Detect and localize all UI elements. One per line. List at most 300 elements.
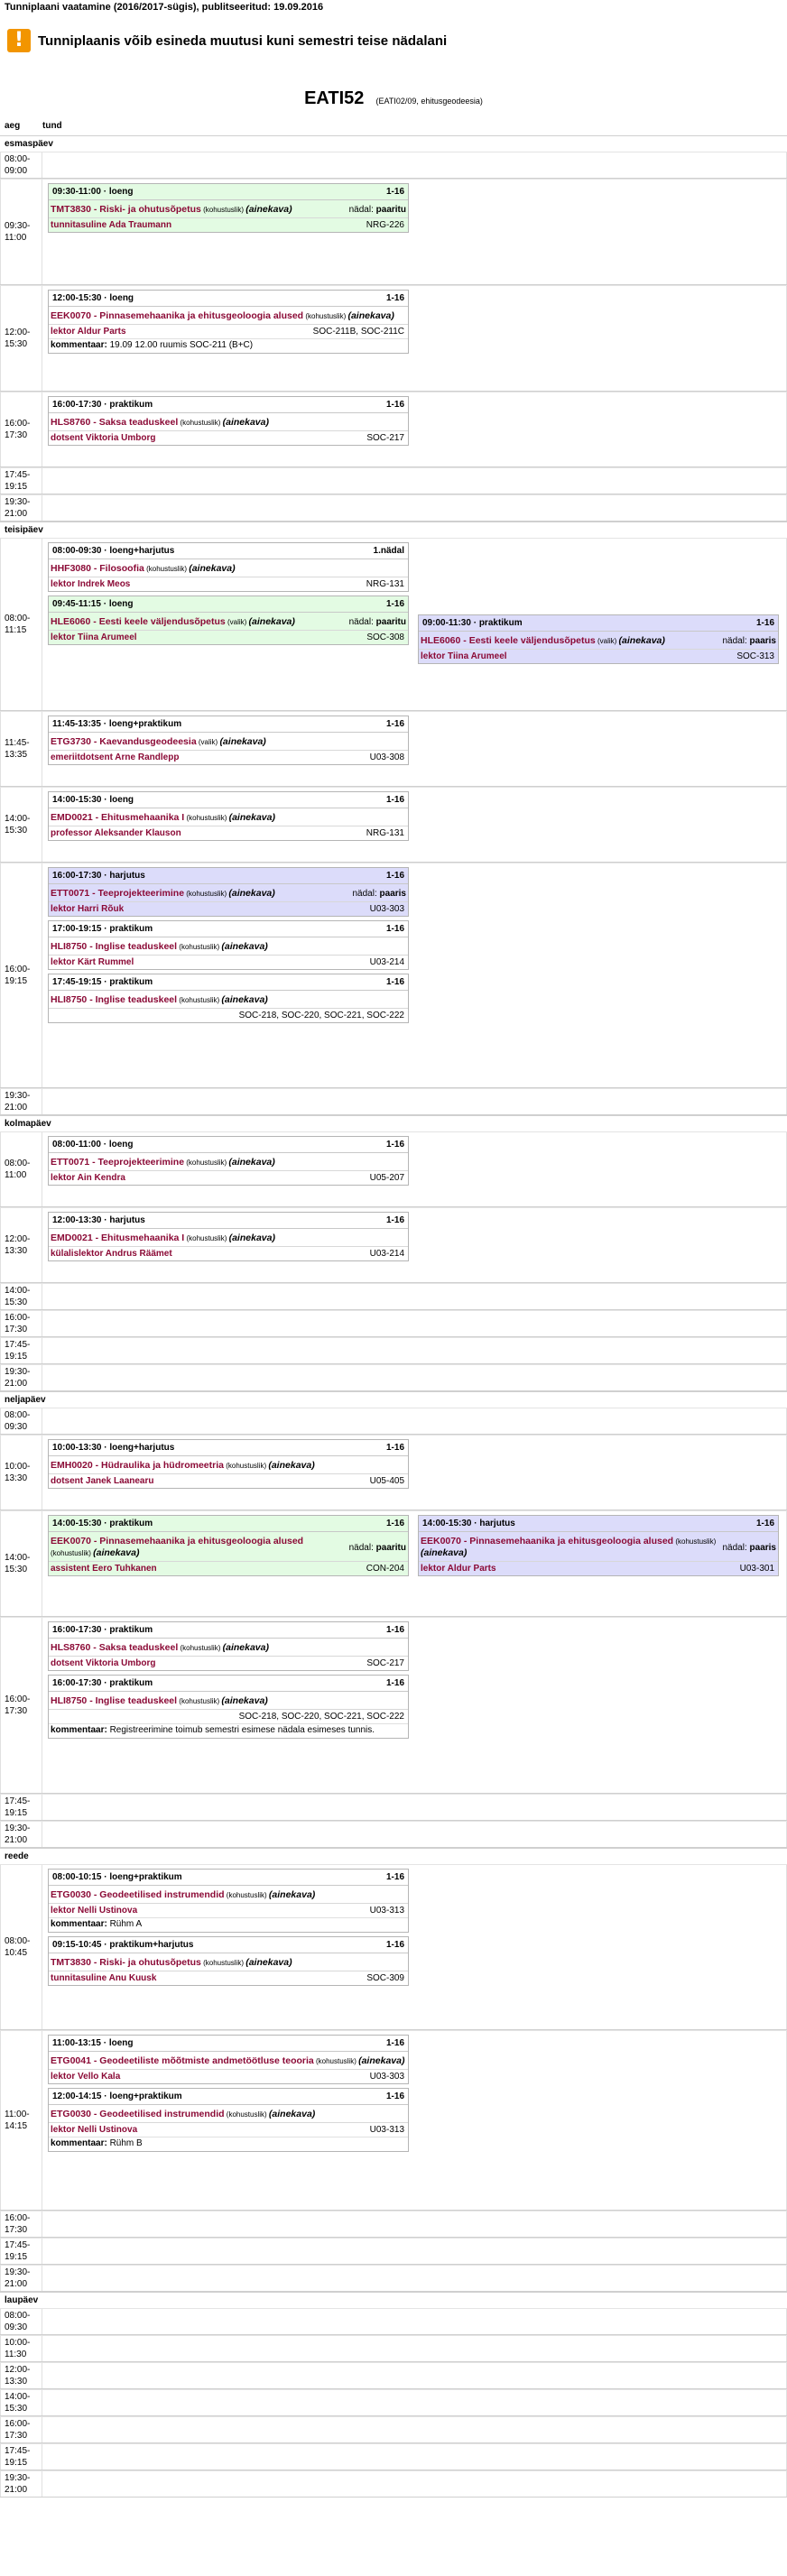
lesson-slots <box>42 1284 787 1309</box>
lesson-slots <box>42 1408 787 1434</box>
course-name[interactable]: ETT0071 - Teeprojekteerimine <box>51 888 185 899</box>
column-header-time: aeg <box>5 121 21 131</box>
lesson-card[interactable] <box>48 1675 409 1739</box>
lesson-time-type: 12:00-15:30 · loeng <box>52 293 134 303</box>
time-row <box>0 1337 787 1364</box>
course-link[interactable] <box>51 1536 344 1559</box>
course-row <box>49 307 408 324</box>
lesson-slots <box>42 1208 787 1282</box>
time-row <box>0 1617 787 1794</box>
lesson-card[interactable] <box>48 2035 409 2084</box>
course-link[interactable] <box>51 1460 315 1472</box>
room: U03-313 <box>369 1906 404 1916</box>
room: CON-204 <box>366 1564 404 1574</box>
course-name[interactable]: HLS8760 - Saksa teaduskeel <box>51 1642 179 1653</box>
course-link[interactable] <box>51 616 295 628</box>
lesson-comment <box>49 1723 408 1738</box>
time-slot: 16:00- 17:30 <box>0 2211 42 2237</box>
lesson-header <box>49 2089 408 2105</box>
course-name[interactable]: EMH0020 - Hüdraulika ja hüdromeetria <box>51 1460 224 1471</box>
lesson-header <box>49 543 408 559</box>
lesson-slots <box>42 1436 787 1510</box>
time-row <box>0 1364 787 1391</box>
course-name[interactable]: HLE6060 - Eesti keele väljendusõpetus <box>51 616 226 627</box>
course-link[interactable] <box>51 1233 275 1244</box>
lesson-time-type: 11:45-13:35 · loeng+praktikum <box>52 719 182 729</box>
course-name[interactable]: EEK0070 - Pinnasemehaanika ja ehitusgeoloogia alused <box>421 1536 674 1547</box>
course-link[interactable] <box>51 310 394 322</box>
lesson-column <box>48 290 409 387</box>
lesson-column <box>418 1515 779 1612</box>
room: SOC-308 <box>366 632 404 642</box>
course-plan-link[interactable]: (ainekava) <box>228 1233 275 1243</box>
course-link[interactable] <box>51 2109 315 2120</box>
course-link[interactable] <box>51 1157 275 1168</box>
lesson-slots <box>42 495 787 521</box>
teacher-link[interactable]: külalislektor Andrus Räämet <box>51 1249 172 1259</box>
lesson-time-type: 16:00-17:30 · praktikum <box>52 400 153 410</box>
week-parity-label: nädal: <box>722 636 750 646</box>
lesson-card[interactable] <box>48 183 409 233</box>
lesson-card[interactable] <box>48 1212 409 1261</box>
lesson-slots <box>42 2031 787 2210</box>
lesson-card[interactable] <box>48 1936 409 1986</box>
lesson-time-type: 17:00-19:15 · praktikum <box>52 924 153 934</box>
lesson-weeks: 1-16 <box>385 977 404 987</box>
lesson-column <box>48 2035 409 2206</box>
time-row <box>0 1310 787 1337</box>
week-parity-label: nädal: <box>348 617 376 627</box>
course-requirement: (kohustuslik) <box>313 2057 359 2065</box>
lesson-comment <box>49 2137 408 2151</box>
lesson-column <box>48 1515 409 1612</box>
week-parity-value: paaris <box>749 1542 776 1553</box>
course-name[interactable]: TMT3830 - Riski- ja ohutusõpetus <box>51 1957 201 1968</box>
time-slot: 16:00- 17:30 <box>0 1311 42 1336</box>
course-plan-link[interactable]: (ainekava) <box>358 2055 405 2066</box>
lesson-column <box>48 1212 409 1279</box>
time-row <box>0 2416 787 2443</box>
time-row <box>0 1821 787 1848</box>
teacher-row <box>49 2122 408 2137</box>
comment-label: kommentaar: <box>51 340 110 350</box>
course-link[interactable] <box>421 635 665 647</box>
comment-text: Rühm A <box>109 1919 143 1929</box>
teacher-row <box>49 430 408 445</box>
lesson-slots <box>42 1822 787 1847</box>
day-label: teisipäev <box>0 522 787 538</box>
time-slot: 17:45- 19:15 <box>0 1338 42 1363</box>
teacher-link[interactable]: lektor Indrek Meos <box>51 579 131 589</box>
course-link[interactable] <box>51 204 292 216</box>
lesson-card[interactable] <box>48 1515 409 1576</box>
lesson-slots <box>42 2417 787 2442</box>
time-slot: 16:00- 19:15 <box>0 863 42 1087</box>
teacher-row <box>419 1561 778 1575</box>
course-link[interactable] <box>51 1642 269 1654</box>
column-header-lesson: tund <box>42 121 62 131</box>
comment-text: Registreerimine toimub semestri esimese nädala esimeses tunnis. <box>109 1725 375 1735</box>
teacher-link[interactable]: lektor Tiina Arumeel <box>51 632 137 642</box>
lesson-weeks: 1-16 <box>385 2038 404 2048</box>
lesson-header <box>419 615 778 632</box>
time-row <box>0 2362 787 2389</box>
course-name[interactable]: EEK0070 - Pinnasemehaanika ja ehitusgeoloogia alused <box>51 1536 304 1547</box>
group-subtitle: (EATI02/09, ehitusgeodeesia) <box>375 97 483 106</box>
time-slot: 08:00- 09:30 <box>0 1408 42 1434</box>
lesson-slots <box>42 2390 787 2415</box>
lesson-header <box>419 1516 778 1532</box>
course-link[interactable] <box>51 1957 292 1969</box>
time-slot: 08:00- 11:15 <box>0 539 42 710</box>
course-plan-link[interactable]: (ainekava) <box>189 563 236 574</box>
room: U03-214 <box>369 957 404 967</box>
lesson-slots <box>42 712 787 786</box>
course-requirement: (kohustuslik) <box>184 1234 229 1242</box>
room: U03-301 <box>739 1564 774 1574</box>
teacher-row <box>49 1561 408 1575</box>
course-plan-link[interactable]: (ainekava) <box>248 616 295 627</box>
course-plan-link[interactable]: (ainekava) <box>221 1695 268 1706</box>
lesson-card[interactable] <box>48 716 409 765</box>
teacher-link[interactable]: tunnitasuline Anu Kuusk <box>51 1973 157 1983</box>
time-slot: 19:30- 21:00 <box>0 1365 42 1390</box>
teacher-link[interactable]: lektor Nelli Ustinova <box>51 2125 138 2135</box>
lesson-header <box>49 1937 408 1953</box>
course-requirement: (kohustuslik) <box>184 814 229 822</box>
lesson-card[interactable] <box>418 1515 779 1576</box>
time-row <box>0 494 787 522</box>
teacher-row <box>49 1170 408 1185</box>
teacher-link[interactable]: dotsent Viktoria Umborg <box>51 1658 156 1668</box>
lesson-card[interactable] <box>48 1439 409 1489</box>
lesson-header <box>49 596 408 613</box>
comment-label: kommentaar: <box>51 1919 110 1929</box>
course-requirement: (kohustuslik) <box>178 419 223 427</box>
teacher-row <box>49 1903 408 1917</box>
lesson-weeks: 1-16 <box>385 2091 404 2101</box>
room: SOC-218, SOC-220, SOC-221, SOC-222 <box>238 1712 404 1722</box>
time-slot: 14:00- 15:30 <box>0 1511 42 1616</box>
lesson-slots <box>42 1132 787 1206</box>
lesson-slots <box>42 1618 787 1793</box>
course-requirement: (kohustuslik) <box>200 1959 246 1967</box>
lesson-time-type: 12:00-13:30 · harjutus <box>52 1215 145 1225</box>
course-link[interactable] <box>51 812 275 824</box>
course-link[interactable] <box>51 941 268 953</box>
course-plan-link[interactable]: (ainekava) <box>347 310 394 321</box>
course-plan-link[interactable]: (ainekava) <box>268 1889 316 1900</box>
week-parity-value: paaritu <box>375 205 406 215</box>
published-header: Tunniplaani vaatamine (2016/2017-sügis), publitseeritud: 19.09.2016 <box>5 2 324 13</box>
course-row <box>49 1953 408 1971</box>
lesson-card[interactable] <box>48 2088 409 2152</box>
time-row <box>0 1283 787 1310</box>
lesson-time-type: 09:45-11:15 · loeng <box>52 599 134 609</box>
time-slot: 11:45- 13:35 <box>0 712 42 786</box>
time-row <box>0 2211 787 2238</box>
course-link[interactable] <box>421 1536 718 1559</box>
room: NRG-226 <box>366 220 404 230</box>
course-name[interactable]: HLI8750 - Inglise teaduskeel <box>51 941 178 952</box>
lesson-weeks: 1-16 <box>385 924 404 934</box>
time-row <box>0 1088 787 1115</box>
course-name[interactable]: TMT3830 - Riski- ja ohutusõpetus <box>51 204 201 215</box>
lesson-slots <box>42 392 787 466</box>
time-slot: 11:00- 14:15 <box>0 2031 42 2210</box>
course-name[interactable]: HLE6060 - Eesti keele väljendusõpetus <box>421 635 596 646</box>
course-name[interactable]: HLI8750 - Inglise teaduskeel <box>51 1695 178 1706</box>
teacher-row <box>49 1656 408 1670</box>
lesson-weeks: 1-16 <box>385 400 404 410</box>
lesson-slots <box>42 152 787 178</box>
course-row <box>49 808 408 826</box>
time-row <box>0 2265 787 2292</box>
course-plan-link[interactable]: (ainekava) <box>93 1547 140 1558</box>
course-name[interactable]: EMD0021 - Ehitusmehaanika I <box>51 1233 185 1243</box>
time-row <box>0 538 787 711</box>
course-link[interactable] <box>51 417 269 429</box>
course-plan-link[interactable]: (ainekava) <box>421 1547 468 1558</box>
day-label: esmaspäev <box>0 135 787 152</box>
teacher-row <box>49 750 408 764</box>
teacher-link[interactable]: emeriitdotsent Arne Randlepp <box>51 752 180 762</box>
teacher-link[interactable]: lektor Harri Rõuk <box>51 904 125 914</box>
course-plan-link[interactable]: (ainekava) <box>219 736 266 747</box>
course-name[interactable]: EMD0021 - Ehitusmehaanika I <box>51 812 185 823</box>
lesson-time-type: 14:00-15:30 · praktikum <box>52 1519 153 1528</box>
course-link[interactable] <box>51 994 268 1006</box>
lesson-column <box>48 1136 409 1203</box>
teacher-row <box>49 577 408 591</box>
time-row <box>0 285 787 392</box>
lesson-slots <box>42 1089 787 1114</box>
time-row <box>0 1864 787 2030</box>
teacher-row <box>49 955 408 969</box>
course-name[interactable]: ETG0030 - Geodeetilised instrumendid <box>51 1889 225 1900</box>
room: U05-207 <box>369 1173 404 1183</box>
time-row <box>0 711 787 787</box>
lesson-column <box>418 542 779 706</box>
lesson-header <box>49 868 408 884</box>
course-plan-link[interactable]: (ainekava) <box>228 1157 275 1168</box>
course-plan-link[interactable]: (ainekava) <box>245 1957 292 1968</box>
lesson-header <box>49 1213 408 1229</box>
notice-text: Tunniplaanis võib esineda muutusi kuni semestri teise nädalani <box>38 32 448 49</box>
lesson-slots <box>42 2471 787 2497</box>
time-slot: 17:45- 19:15 <box>0 2239 42 2264</box>
teacher-link[interactable]: lektor Vello Kala <box>51 2072 121 2082</box>
comment-text: Rühm B <box>109 2138 143 2148</box>
room: U05-405 <box>369 1476 404 1486</box>
week-parity <box>718 636 777 646</box>
time-row <box>0 179 787 285</box>
day-label: reede <box>0 1848 787 1864</box>
lesson-card[interactable] <box>48 1136 409 1186</box>
lesson-card[interactable] <box>48 542 409 592</box>
course-plan-link[interactable]: (ainekava) <box>222 417 269 428</box>
lesson-slots <box>42 1338 787 1363</box>
course-plan-link[interactable]: (ainekava) <box>221 994 268 1005</box>
column-headers <box>0 119 787 135</box>
time-row <box>0 1510 787 1617</box>
lesson-weeks: 1-16 <box>755 618 774 628</box>
lesson-weeks: 1-16 <box>385 1443 404 1453</box>
course-link[interactable] <box>51 888 275 900</box>
course-requirement: (kohustuslik) <box>303 312 348 320</box>
course-plan-link[interactable]: (ainekava) <box>222 1642 269 1653</box>
course-row <box>49 733 408 750</box>
lesson-card[interactable] <box>48 867 409 917</box>
time-slot: 10:00- 11:30 <box>0 2336 42 2361</box>
course-name[interactable]: ETG0030 - Geodeetilised instrumendid <box>51 2109 225 2119</box>
lesson-time-type: 14:00-15:30 · loeng <box>52 795 134 805</box>
group-title <box>0 63 787 119</box>
time-row <box>0 2443 787 2470</box>
lesson-slots <box>42 286 787 391</box>
course-plan-link[interactable]: (ainekava) <box>268 1460 315 1471</box>
lesson-column <box>48 791 409 858</box>
teacher-row <box>49 2069 408 2083</box>
lesson-time-type: 12:00-14:15 · loeng+praktikum <box>52 2091 182 2101</box>
lesson-slots <box>42 539 787 710</box>
schedule <box>0 135 787 2498</box>
lesson-weeks: 1-16 <box>385 293 404 303</box>
course-link[interactable] <box>51 2055 404 2067</box>
teacher-row <box>49 901 408 916</box>
course-name[interactable]: ETG3730 - Kaevandusgeodeesia <box>51 736 197 747</box>
course-plan-link[interactable]: (ainekava) <box>228 812 275 823</box>
lesson-card[interactable] <box>48 596 409 645</box>
teacher-link[interactable]: lektor Aldur Parts <box>421 1564 496 1574</box>
course-plan-link[interactable]: (ainekava) <box>268 2109 316 2119</box>
day-label: neljapäev <box>0 1391 787 1408</box>
week-parity-label: nädal: <box>348 1542 376 1553</box>
course-row <box>49 1886 408 1903</box>
course-name[interactable]: HLS8760 - Saksa teaduskeel <box>51 417 179 428</box>
room: SOC-211B, SOC-211C <box>312 327 404 337</box>
lesson-card[interactable] <box>48 1621 409 1671</box>
teacher-link[interactable]: lektor Nelli Ustinova <box>51 1906 138 1916</box>
time-slot: 12:00- 13:30 <box>0 1208 42 1282</box>
lesson-time-type: 08:00-10:15 · loeng+praktikum <box>52 1872 182 1882</box>
lesson-slots <box>42 2444 787 2470</box>
lesson-card[interactable] <box>48 974 409 1023</box>
teacher-link[interactable]: lektor Ain Kendra <box>51 1173 125 1183</box>
lesson-column <box>48 396 409 463</box>
course-requirement: (kohustuslik) <box>224 2110 269 2119</box>
time-row <box>0 2470 787 2498</box>
lesson-time-type: 17:45-19:15 · praktikum <box>52 977 153 987</box>
lesson-header <box>49 1516 408 1532</box>
lesson-header <box>49 716 408 733</box>
lesson-weeks: 1-16 <box>385 1678 404 1688</box>
course-name[interactable]: HLI8750 - Inglise teaduskeel <box>51 994 178 1005</box>
lesson-time-type: 16:00-17:30 · praktikum <box>52 1678 153 1688</box>
course-requirement: (kohustuslik) <box>178 1644 223 1652</box>
course-plan-link[interactable]: (ainekava) <box>245 204 292 215</box>
time-row <box>0 1207 787 1283</box>
lesson-weeks: 1-16 <box>385 871 404 881</box>
time-slot: 14:00- 15:30 <box>0 1284 42 1309</box>
course-requirement: (valik) <box>225 618 249 626</box>
time-row <box>0 787 787 863</box>
course-link[interactable] <box>51 1695 268 1707</box>
course-link[interactable] <box>51 1889 315 1901</box>
lesson-card[interactable] <box>48 791 409 841</box>
lesson-card[interactable] <box>48 1869 409 1933</box>
time-slot: 19:30- 21:00 <box>0 2471 42 2497</box>
course-row <box>49 1229 408 1246</box>
teacher-row <box>419 649 778 663</box>
lesson-comment <box>49 1917 408 1932</box>
course-name[interactable]: ETG0041 - Geodeetiliste mõõtmiste andmetöötluse teooria <box>51 2055 314 2066</box>
time-row <box>0 1408 787 1435</box>
lesson-weeks: 1-16 <box>385 795 404 805</box>
teacher-link[interactable]: tunnitasuline Ada Traumann <box>51 220 172 230</box>
teacher-link[interactable]: dotsent Viktoria Umborg <box>51 433 156 443</box>
teacher-link[interactable]: assistent Eero Tuhkanen <box>51 1564 157 1574</box>
course-row <box>49 613 408 630</box>
lesson-comment <box>49 338 408 353</box>
lesson-header <box>49 1137 408 1153</box>
room: NRG-131 <box>366 579 404 589</box>
teacher-row <box>49 1971 408 1985</box>
teacher-link[interactable]: lektor Kärt Rummel <box>51 957 134 967</box>
lesson-weeks: 1-16 <box>385 1519 404 1528</box>
time-slot: 19:30- 21:00 <box>0 1822 42 1847</box>
lesson-card[interactable] <box>418 614 779 664</box>
course-plan-link[interactable]: (ainekava) <box>618 635 665 646</box>
course-row <box>49 991 408 1008</box>
week-parity <box>344 617 406 627</box>
lesson-slots <box>42 863 787 1087</box>
lesson-time-type: 09:15-10:45 · praktikum+harjutus <box>52 1940 194 1950</box>
teacher-link[interactable]: dotsent Janek Laanearu <box>51 1476 154 1486</box>
time-row <box>0 2389 787 2416</box>
week-parity-value: paaritu <box>375 617 406 627</box>
teacher-link[interactable]: professor Aleksander Klauson <box>51 828 181 838</box>
lesson-card[interactable] <box>48 396 409 446</box>
lesson-card[interactable] <box>48 920 409 970</box>
course-plan-link[interactable]: (ainekava) <box>228 888 275 899</box>
course-plan-link[interactable]: (ainekava) <box>221 941 268 952</box>
course-row <box>419 632 778 649</box>
course-name[interactable]: ETT0071 - Teeprojekteerimine <box>51 1157 185 1168</box>
lesson-card[interactable] <box>48 290 409 354</box>
lesson-header <box>49 1870 408 1886</box>
course-name[interactable]: EEK0070 - Pinnasemehaanika ja ehitusgeoloogia alused <box>51 310 304 321</box>
time-row <box>0 863 787 1088</box>
time-row <box>0 2238 787 2265</box>
course-row <box>49 2052 408 2069</box>
time-row <box>0 467 787 494</box>
lesson-weeks: 1-16 <box>755 1519 774 1528</box>
course-link[interactable] <box>51 563 236 575</box>
lesson-slots <box>42 2309 787 2334</box>
room: U03-303 <box>369 2072 404 2082</box>
day-label: laupäev <box>0 2292 787 2308</box>
room: SOC-217 <box>366 1658 404 1668</box>
comment-text: 19.09 12.00 ruumis SOC-211 (B+C) <box>109 340 254 350</box>
week-parity <box>718 1543 777 1553</box>
teacher-link[interactable]: lektor Aldur Parts <box>51 327 126 337</box>
teacher-link[interactable]: lektor Tiina Arumeel <box>421 651 507 661</box>
course-link[interactable] <box>51 736 266 748</box>
lesson-column <box>48 867 409 1084</box>
course-name[interactable]: HHF3080 - Filosoofia <box>51 563 144 574</box>
lesson-slots <box>42 1365 787 1390</box>
